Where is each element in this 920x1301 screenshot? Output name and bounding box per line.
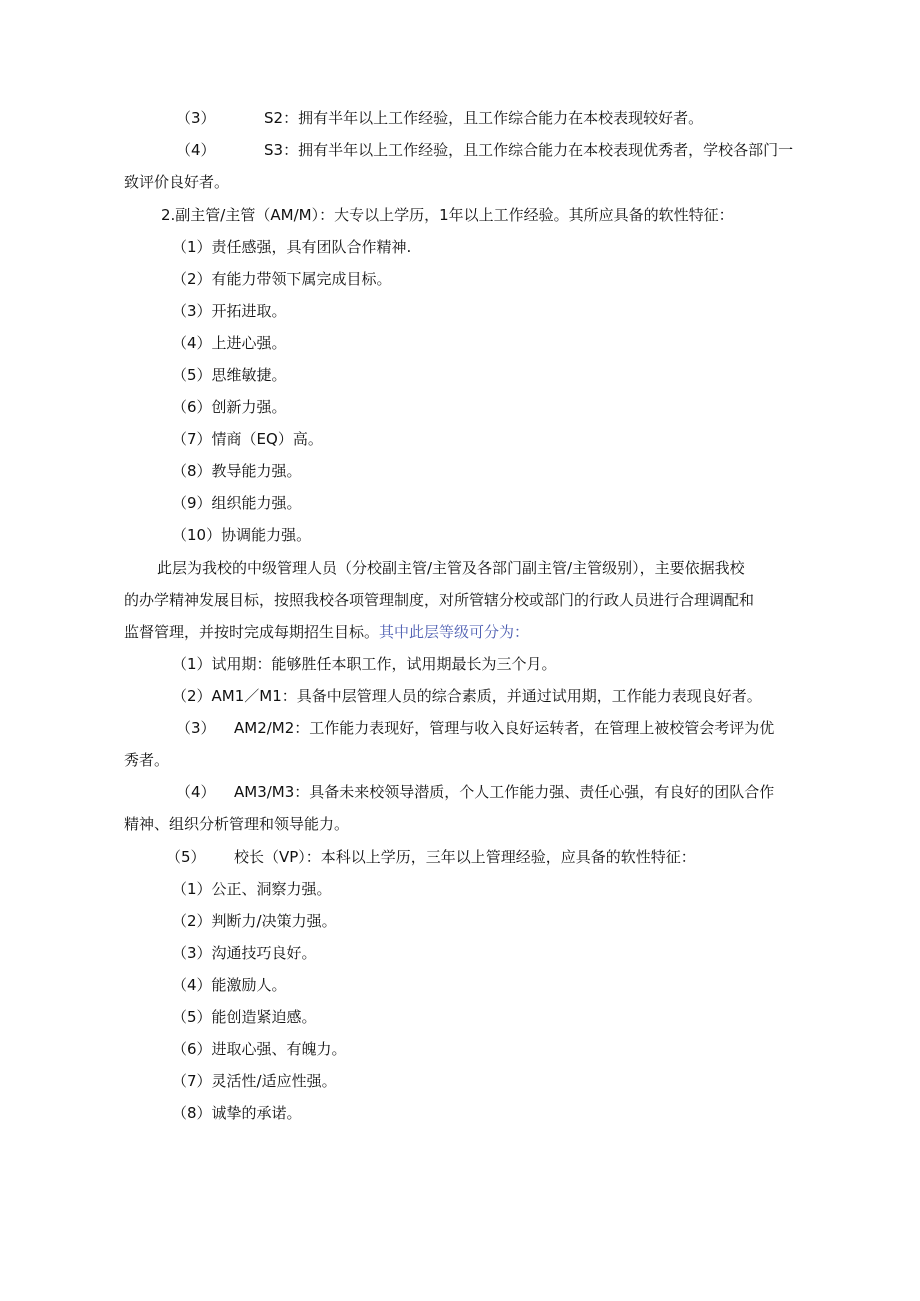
level-am3-continuation: 精神、组织分析管理和领导能力。 <box>124 815 350 833</box>
am-trait-item: （8）教导能力强。 <box>172 462 302 480</box>
level-am2 <box>176 718 774 738</box>
section-heading-vp <box>166 847 696 867</box>
vp-trait-item: （1）公正、洞察力强。 <box>172 880 332 898</box>
paragraph-line <box>124 622 529 642</box>
paragraph-line: 此层为我校的中级管理人员（分校副主管/主管及各部门副主管/主管级别），主要依据我校 <box>157 559 745 577</box>
am-trait-item: （4）上进心强。 <box>172 334 287 352</box>
vp-trait-item: （2）判断力/决策力强。 <box>172 912 337 930</box>
level-s3-continuation: 致评价良好者。 <box>124 173 230 191</box>
vp-trait-item: （4）能激励人。 <box>172 976 287 994</box>
level-item: （1）试用期：能够胜任本职工作，试用期最长为三个月。 <box>172 655 557 673</box>
am-trait-item: （2）有能力带领下属完成目标。 <box>172 270 392 288</box>
level-am3 <box>176 782 774 802</box>
am-trait-item: （5）思维敏捷。 <box>172 366 287 384</box>
paragraph-highlight: 其中此层等级可分为： <box>379 623 530 641</box>
level-am2-continuation: 秀者。 <box>124 751 170 769</box>
paragraph-line: 的办学精神发展目标，按照我校各项管理制度，对所管辖分校或部门的行政人员进行合理调配和 <box>124 591 755 609</box>
level-am3-number: （4） <box>176 783 216 801</box>
level-item: （2）AM1／M1：具备中层管理人员的综合素质，并通过试用期，工作能力表现良好者。 <box>172 687 762 705</box>
am-trait-item: （10）协调能力强。 <box>172 526 312 544</box>
vp-trait-item: （7）灵活性/适应性强。 <box>172 1072 337 1090</box>
am-trait-item: （7）情商（EQ）高。 <box>172 430 323 448</box>
vp-heading-number: （5） <box>166 848 206 866</box>
level-s3-number: （4） <box>176 141 216 159</box>
vp-trait-item: （8）诚挚的承诺。 <box>172 1104 302 1122</box>
level-s3-text: S3：拥有半年以上工作经验，且工作综合能力在本校表现优秀者，学校各部门一 <box>264 141 794 159</box>
level-s2-number: （3） <box>176 109 216 127</box>
paragraph-text: 监督管理，并按时完成每期招生目标。 <box>124 623 380 641</box>
level-s2 <box>176 108 703 128</box>
am-trait-item: （1）责任感强，具有团队合作精神. <box>172 238 412 256</box>
section-heading-am: 2.副主管/主管（AM/M）：大专以上学历，1年以上工作经验。其所应具备的软性特征： <box>161 206 734 224</box>
level-am3-text: AM3/M3：具备未来校领导潜质，个人工作能力强、责任心强，有良好的团队合作 <box>234 783 775 801</box>
level-am2-text: AM2/M2：工作能力表现好，管理与收入良好运转者，在管理上被校管会考评为优 <box>234 719 775 737</box>
am-trait-item: （3）开拓进取。 <box>172 302 287 320</box>
vp-trait-item: （3）沟通技巧良好。 <box>172 944 317 962</box>
vp-heading-text: 校长（VP）：本科以上学历，三年以上管理经验，应具备的软性特征： <box>234 848 696 866</box>
vp-trait-item: （5）能创造紧迫感。 <box>172 1008 317 1026</box>
level-am2-number: （3） <box>176 719 216 737</box>
level-s3 <box>176 140 793 160</box>
am-trait-item: （6）创新力强。 <box>172 398 287 416</box>
vp-trait-item: （6）进取心强、有魄力。 <box>172 1040 347 1058</box>
am-trait-item: （9）组织能力强。 <box>172 494 302 512</box>
level-s2-text: S2：拥有半年以上工作经验，且工作综合能力在本校表现较好者。 <box>264 109 704 127</box>
